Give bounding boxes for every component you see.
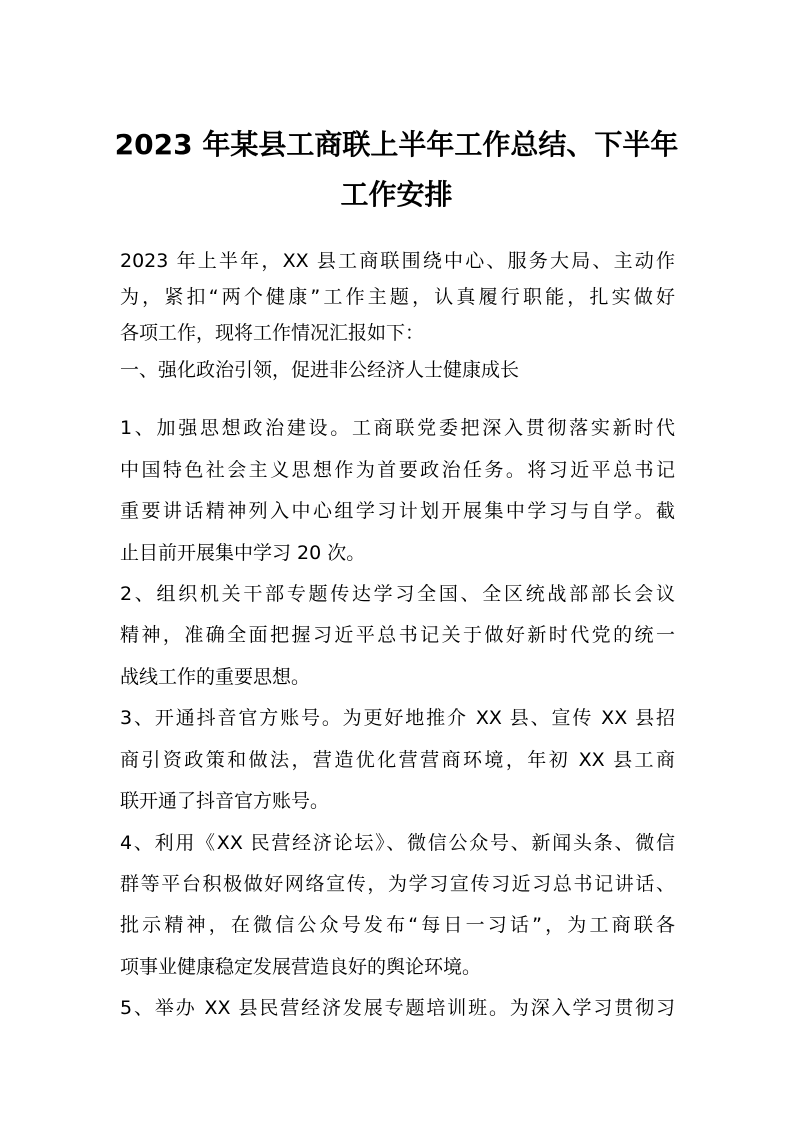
body-line: 重要讲话精神列入中心组学习计划开展集中学习与自学。截: [120, 500, 675, 522]
body-line: 群等平台积极做好网络宣传，为学习宣传习近习总书记讲话、: [120, 873, 675, 895]
body-line: 2023 年上半年，XX 县工商联围绕中心、服务大局、主动作: [120, 250, 675, 272]
body-line: 4、利用《XX 民营经济论坛》、微信公众号、新闻头条、微信: [120, 832, 675, 854]
body-line: 联开通了抖音官方账号。: [120, 790, 330, 812]
body-line: 战线工作的重要思想。: [120, 666, 311, 688]
body-line: 为，紧扣“两个健康”工作主题，认真履行职能，扎实做好: [120, 286, 675, 308]
body-line: 止目前开展集中学习 20 次。: [120, 542, 366, 564]
document-title-line-2: 工作安排: [340, 178, 453, 211]
section-heading: 一、强化政治引领，促进非公经济人士健康成长: [120, 359, 520, 381]
body-line: 1、加强思想政治建设。工商联党委把深入贯彻落实新时代: [120, 417, 675, 439]
body-line: 精神，准确全面把握习近平总书记关于做好新时代党的统一: [120, 624, 675, 646]
body-line: 项事业健康稳定发展营造良好的舆论环境。: [120, 956, 482, 978]
body-line: 商引资政策和做法，营造优化营营商环境，年初 XX 县工商: [120, 749, 675, 771]
document-title-line-1: 2023 年某县工商联上半年工作总结、下半年: [114, 128, 679, 161]
body-line: 中国特色社会主义思想作为首要政治任务。将习近平总书记: [120, 459, 675, 481]
body-line: 3、开通抖音官方账号。为更好地推介 XX 县、宣传 XX 县招: [120, 707, 675, 729]
body-line: 批示精神，在微信公众号发布“每日一习话”，为工商联各: [120, 914, 675, 936]
body-line: 5、举办 XX 县民营经济发展专题培训班。为深入学习贯彻习: [120, 997, 675, 1019]
body-line: 2、组织机关干部专题传达学习全国、全区统战部部长会议: [120, 583, 675, 605]
body-line: 各项工作，现将工作情况汇报如下：: [120, 322, 425, 344]
